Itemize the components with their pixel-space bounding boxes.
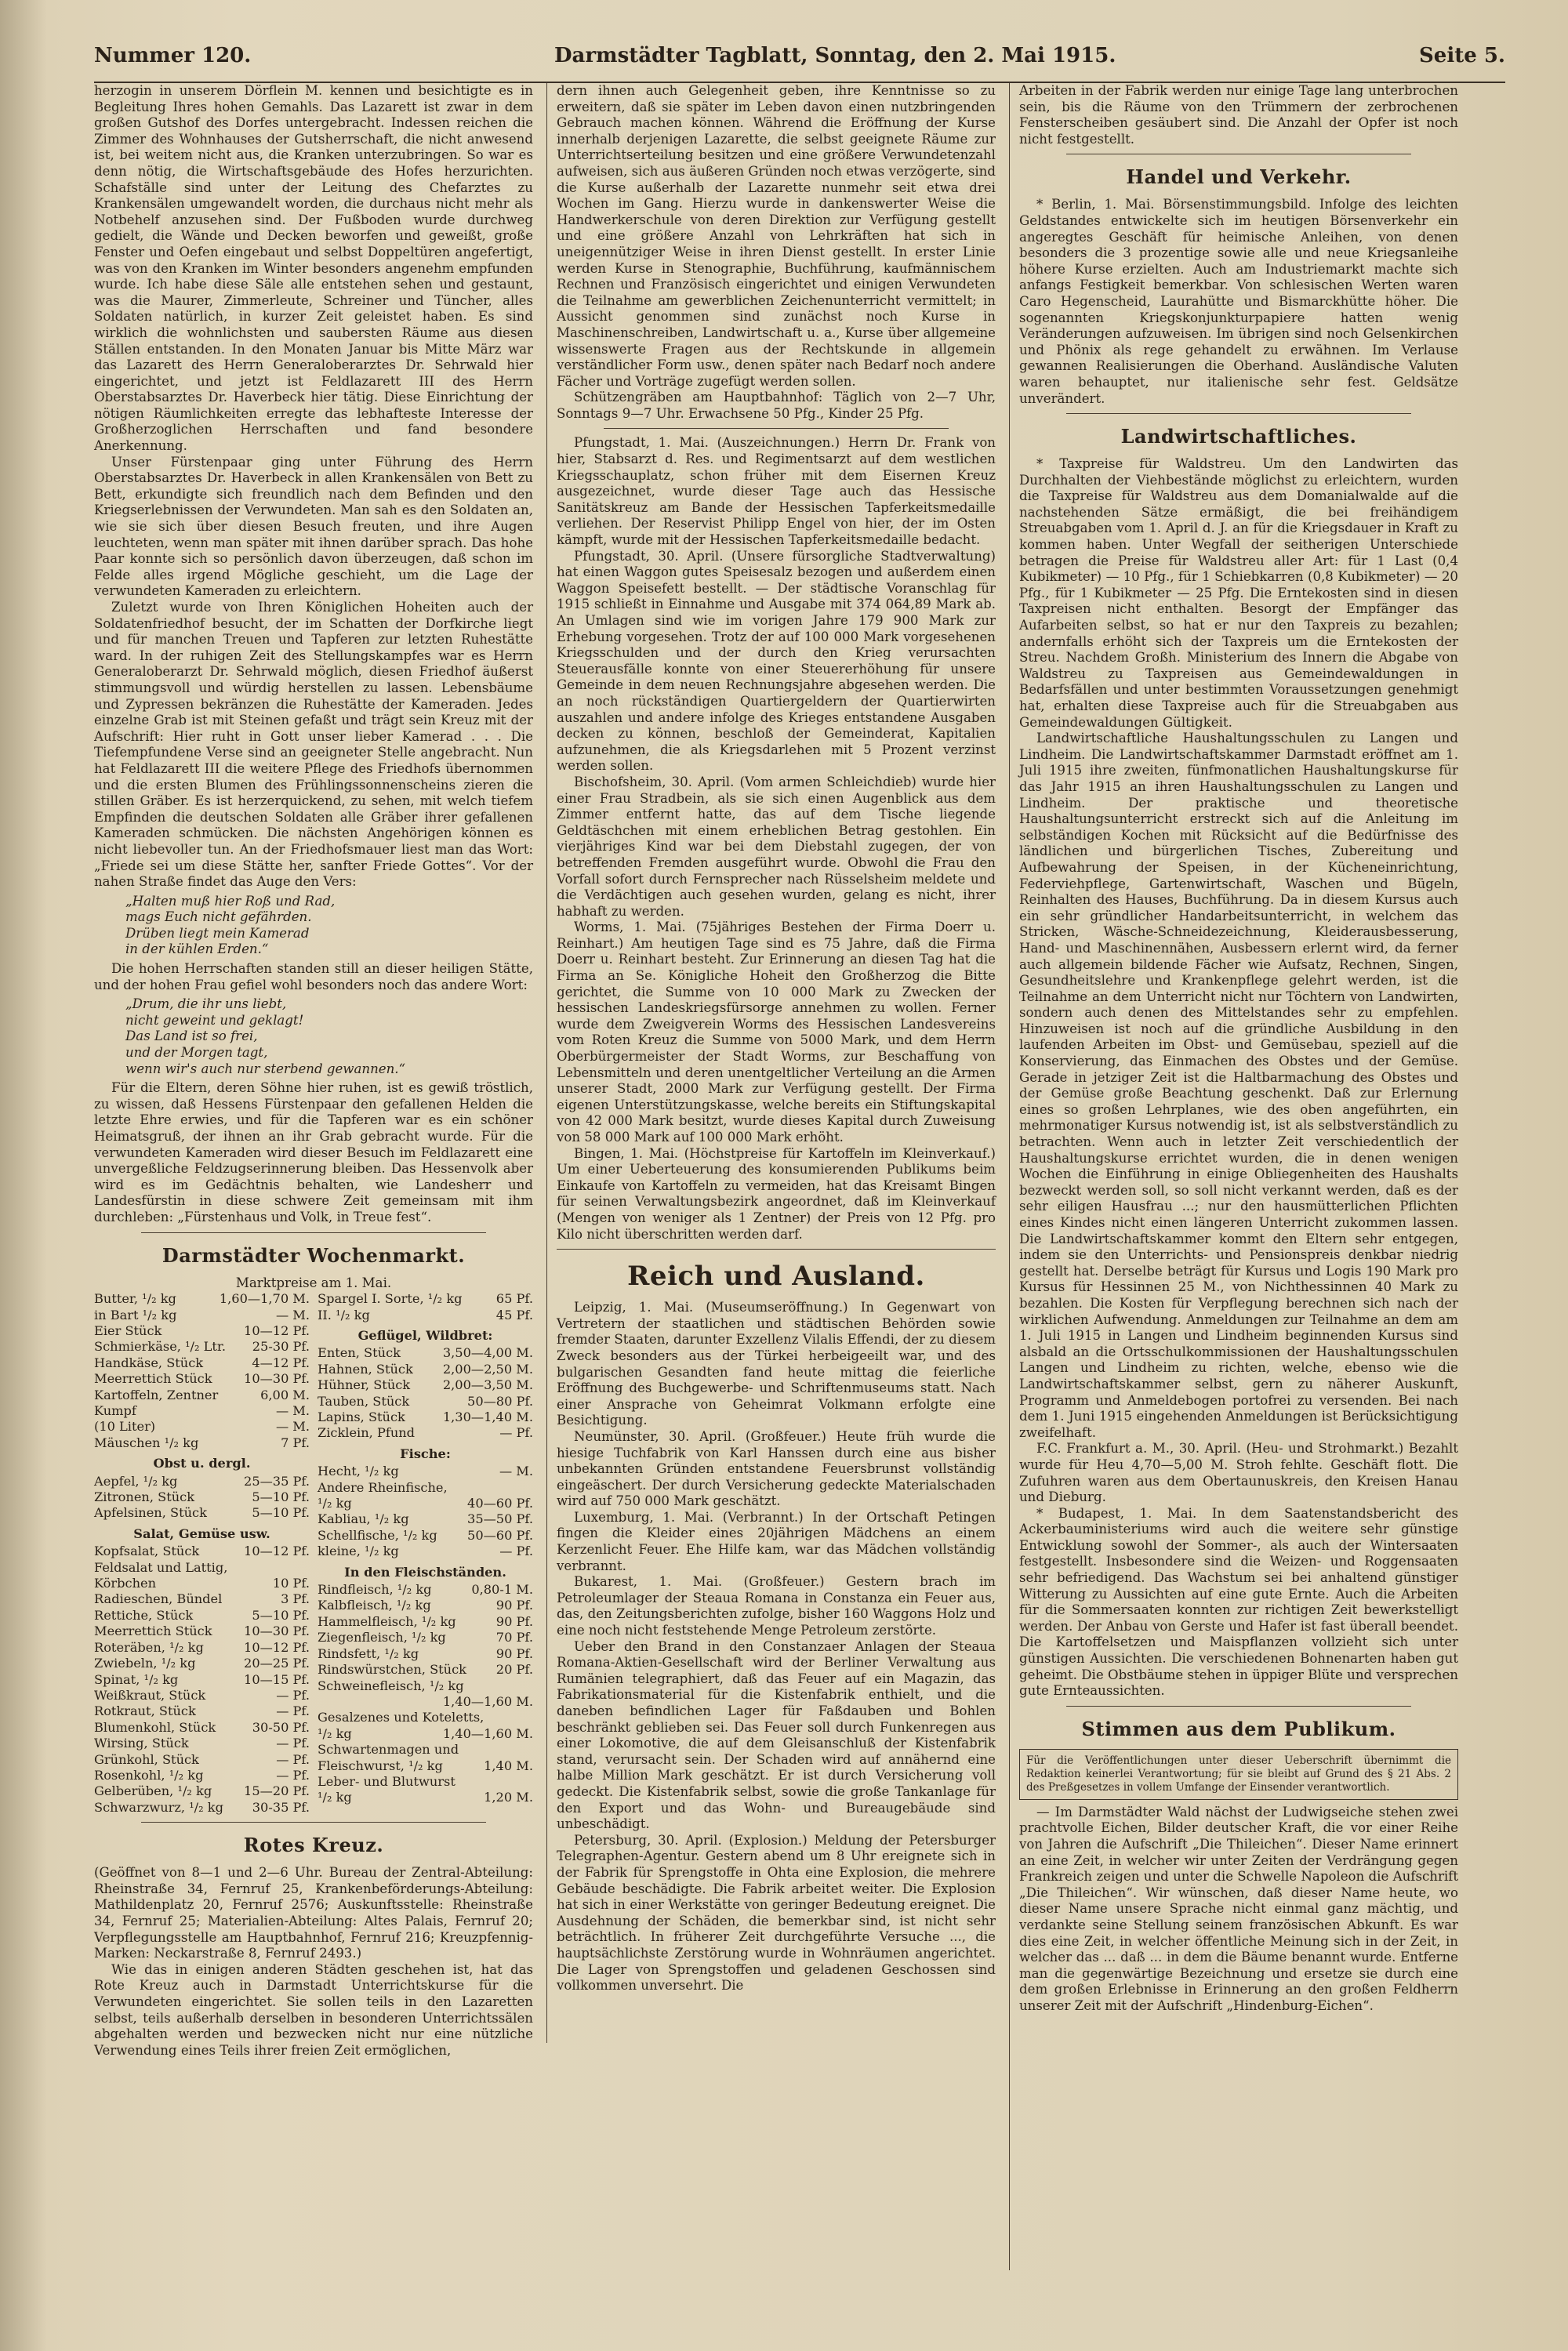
article-paragraph: Wie das in einigen anderen Städten geschehen ist, hat das Rote Kreuz auch in Darmstadt Unterrichtskurse für die Verwundeten eingerichtet. Sie sollen teils in den Lazaretten selbst, teils außerhalb derselben in besonderen Unterrichtssälen abgehalten werden und bezwecken nicht nur eine nützliche Verwendung eines Teils ihrer freien Zeit ermöglichen, — [94, 1961, 533, 2058]
market-item-price: 10—12 Pf. — [244, 1322, 310, 1338]
market-item-price: 1,20 M. — [484, 1790, 533, 1805]
market-item-name: in Bart ¹/₂ kg — [94, 1307, 177, 1322]
market-price-table — [94, 1291, 533, 1816]
poem-line: „Drum, die ihr uns liebt, — [125, 996, 287, 1012]
poem-line: und der Morgen tagt, — [125, 1045, 268, 1061]
market-item-name: kleine, ¹/₂ kg — [318, 1544, 399, 1559]
market-price-row — [94, 1608, 310, 1624]
market-price-row — [94, 1323, 310, 1339]
market-price-row — [94, 1419, 310, 1435]
market-item-name: Gesalzenes und Koteletts, — [318, 1710, 485, 1725]
article-paragraph: Luxemburg, 1. Mai. (Verbrannt.) In der Ortschaft Petingen fingen die Kleider eines 20jährigen Mädchens an einem Kerzenlicht Feuer. Ehe Hilfe kam, war das Mädchen vollständig verbrannt. — [557, 1509, 996, 1573]
market-price-row — [94, 1388, 310, 1403]
market-item-name: Aepfel, ¹/₂ kg — [94, 1473, 178, 1489]
market-item-price: 10—30 Pf. — [244, 1371, 310, 1387]
market-item-price: 20—25 Pf. — [244, 1656, 310, 1671]
market-price-row — [318, 1291, 533, 1307]
market-price-row — [94, 1656, 310, 1671]
landwirtschaft-title: Landwirtschaftliches. — [1120, 425, 1357, 448]
section-divider — [557, 1249, 996, 1250]
market-item-name: Schwartenmagen und — [318, 1742, 459, 1758]
market-price-row — [318, 1464, 533, 1479]
market-price-row — [94, 1752, 310, 1768]
article-paragraph: Für die Eltern, deren Söhne hier ruhen, ist es gewiß tröstlich, zu wissen, daß Hessens Fürstenpaar den gefallenen Helden die letzte Ehre erwies, und für die Tapferen war es ein schöner Heimatsgruß, der ihnen an ihr Grab gebracht wurde. Für die verwundeten Kameraden wird dieser Besuch im Feldlazarett eine unvergeßliche Feldzugserinnerung bleiben. Das Hessenvolk aber wird es im Gedächtnis behalten, wie Landesherr und Landesfürstin in diese schwere Zeit gemeinsam mit ihm durchleben: „Fürstenhaus und Volk, in Treue fest“. — [94, 1080, 533, 1224]
market-item-price: 70 Pf. — [495, 1630, 533, 1645]
market-item-price: 30-50 Pf. — [252, 1719, 310, 1735]
market-price-row — [318, 1726, 533, 1742]
market-item-name: Handkäse, Stück — [94, 1355, 204, 1370]
market-item-name: Hammelfleisch, ¹/₂ kg — [318, 1613, 456, 1629]
poem-verse-2 — [125, 996, 533, 1077]
market-price-row — [318, 1511, 533, 1527]
market-item-price: 10—30 Pf. — [244, 1624, 310, 1639]
market-item-price: 50—60 Pf. — [467, 1527, 533, 1543]
market-item-price: — M. — [499, 1464, 533, 1479]
article-paragraph: dern ihnen auch Gelegenheit geben, ihre Kenntnisse so zu erweitern, daß sie später im Leben davon einen nutzbringenden Gebrauch machen können. Während die Eröffnung der Kurse innerhalb derjenigen Lazarette, die selbst geeignete Räume zur Unterrichtserteilung besitzen und eine größere Verwundetenzahl aufweisen, sich aus äußeren Gründen noch etwas verzögerte, sind die Kurse außerhalb der Lazarette nunmehr seit etwa drei Wochen im Gang. Hierzu wurde in dankenswerter Weise die Handwerkerschule von deren Direktion zur Verfügung gestellt und eine größere Anzahl von Lehrkräften hat sich in uneigennütziger Weise in ihren Dienst gestellt. In erster Linie werden Kurse in Stenographie, Buchführung, kaufmännischem Rechnen und Französisch eingerichtet und einigen Verwundeten die Teilnahme am gewerblichen Zeichenunterricht vermittelt; in Aussicht genommen sind zunächst noch Kurse in Maschinenschreiben, Landwirtschaft u. a., Kurse über allgemeine wissenswerte Fragen aus der Rechtskunde in allgemein verständlicher Form usw., denen später nach Bedarf noch andere Fächer und Vorträge zugefügt werden sollen. — [557, 83, 996, 389]
market-price-row — [318, 1496, 533, 1511]
issue-number: Nummer 120. — [94, 44, 252, 67]
market-item-price: — Pf. — [499, 1544, 533, 1559]
market-price-row — [94, 1308, 310, 1323]
market-price-row — [318, 1410, 533, 1425]
market-item-name: Eier Stück — [94, 1322, 162, 1338]
market-price-row — [94, 1291, 310, 1307]
market-item-name: Apfelsinen, Stück — [94, 1505, 207, 1521]
market-subtitle: Marktpreise am 1. Mai. — [235, 1275, 392, 1290]
market-price-row — [94, 1544, 310, 1559]
market-item-name: Zwiebeln, ¹/₂ kg — [94, 1656, 196, 1671]
market-price-row — [94, 1435, 310, 1451]
market-price-row — [318, 1377, 533, 1393]
market-item-price: 15—20 Pf. — [244, 1783, 310, 1799]
market-item-name: (10 Liter) — [94, 1419, 156, 1435]
market-item-price: 90 Pf. — [495, 1598, 533, 1613]
market-item-price: 6,00 M. — [260, 1387, 310, 1402]
market-price-row — [94, 1768, 310, 1783]
market-item-price: — M. — [275, 1307, 310, 1322]
poem-verse-1 — [125, 894, 533, 958]
market-item-price: 4—12 Pf. — [252, 1355, 310, 1370]
market-item-price: 10 Pf. — [272, 1576, 310, 1591]
market-item-name: Spinat, ¹/₂ kg — [94, 1671, 179, 1687]
market-price-row — [94, 1703, 310, 1719]
stimmen-title: Stimmen aus dem Publikum. — [1081, 1717, 1396, 1740]
page-header — [94, 44, 1505, 83]
market-item-name: Kartoffeln, Zentner — [94, 1387, 219, 1402]
market-price-row — [318, 1662, 533, 1678]
article-paragraph: Bingen, 1. Mai. (Höchstpreise für Kartoffeln im Kleinverkauf.) Um einer Ueberteuerung des konsumierenden Publikums beim Einkaufe von Kartoffeln zu vermeiden, hat das Kreisamt Bingen für seinen Verwaltungsbezirk angeordnet, daß im Kleinverkauf (Mengen von weniger als 1 Zentner) der Preis von 12 Pfg. pro Kilo nicht überschritten werden darf. — [557, 1145, 996, 1242]
market-item-name: Rindsfett, ¹/₂ kg — [318, 1645, 419, 1661]
market-item-price: 10—12 Pf. — [244, 1544, 310, 1559]
market-price-row — [94, 1736, 310, 1751]
market-item-name: Rettiche, Stück — [94, 1607, 194, 1623]
market-item-price: 40—60 Pf. — [467, 1496, 533, 1511]
section-divider — [1066, 413, 1411, 414]
market-item-name: Kabliau, ¹/₂ kg — [318, 1511, 409, 1527]
poem-line: Das Land ist so frei, — [125, 1029, 258, 1044]
section-divider — [604, 428, 949, 429]
article-paragraph: Ueber den Brand in den Constanzaer Anlagen der Steaua Romana-Aktien-Gesellschaft wird der Berliner Verwaltung aus Rumänien telegraphiert, daß das Feuer auf ein Magazin, das Fabrikationsmaterial für die Kistenfabrik enthielt, und die daneben befindlichen Lager für Faßdauben und Bohlen beschränkt geblieben sei. Das Feuer soll durch Funkenregen aus einer Lokomotive, die auf dem Gleisanschluß der Kistenfabrik stand, verursacht sein. Der Schaden wird auf annähernd eine halbe Million Mark geschätzt. Er ist durch Versicherung voll gedeckt. Die Kistenfabrik selbst, sowie die große Tankanlage für den Export und das Wohn- und Bureaugebäude sind unbeschädigt. — [557, 1638, 996, 1832]
poem-line: wenn wir's auch nur sterbend gewannen.“ — [125, 1061, 406, 1076]
market-price-row — [94, 1474, 310, 1489]
market-item-name: Ziegenfleisch, ¹/₂ kg — [318, 1630, 446, 1645]
market-price-row — [94, 1688, 310, 1703]
market-item-name: Zicklein, Pfund — [318, 1425, 416, 1441]
market-item-price: 0,80-1 M. — [471, 1582, 533, 1598]
market-item-name: Fleischwurst, ¹/₂ kg — [318, 1758, 443, 1773]
market-item-name: Andere Rheinfische, — [318, 1479, 448, 1495]
market-price-row — [318, 1790, 533, 1805]
market-item-price: 3,50—4,00 M. — [442, 1345, 533, 1361]
market-item-name: Schellfische, ¹/₂ kg — [318, 1527, 437, 1543]
market-price-row — [94, 1489, 310, 1505]
article-paragraph: Schützengräben am Hauptbahnhof: Täglich von 2—7 Uhr, Sonntags 9—7 Uhr. Erwachsene 50 Pfg., Kinder 25 Pfg. — [557, 390, 996, 421]
poem-line: nicht geweint und geklagt! — [125, 1012, 304, 1028]
market-item-name: Blumenkohl, Stück — [94, 1719, 216, 1735]
market-category-heading: In den Fleischständen. — [344, 1564, 506, 1580]
market-item-name: II. ¹/₂ kg — [318, 1307, 370, 1322]
page-number: Seite 5. — [1419, 44, 1505, 67]
market-price-row — [318, 1598, 533, 1613]
article-paragraph: Leipzig, 1. Mai. (Museumseröffnung.) In Gegenwart von Vertretern der staatlichen und städtischen Behörden sowie fremder Staaten, darunter Exzellenz Vilalis Effendi, der zu diesem Zweck besonders aus der Türkei herbeigeeilt war, und des bulgarischen Gesandten fand heute mittag die feierliche Eröffnung des Buchgewerbe- und Schriftenmuseums statt. Nach einer Ansprache von Geheimrat Volkmann erfolgte eine Besichtigung. — [557, 1300, 996, 1428]
article-paragraph: Bukarest, 1. Mai. (Großfeuer.) Gestern brach im Petroleumlager der Steaua Romana in Constanza ein Feuer aus, das, den Zeitungsberichten zufolge, bisher 160 Waggons Holz und eine noch nicht feststehende Menge Petroleum zerstörte. — [557, 1574, 996, 1638]
market-item-price: 90 Pf. — [495, 1613, 533, 1629]
column-rule-1 — [546, 83, 547, 2043]
market-item-price: 1,40—1,60 M. — [442, 1725, 533, 1741]
market-price-row — [318, 1394, 533, 1410]
market-item-name: Kalbfleisch, ¹/₂ kg — [318, 1598, 431, 1613]
market-item-price: — Pf. — [499, 1425, 533, 1441]
market-column-left — [94, 1291, 310, 1816]
column-1 — [94, 83, 533, 2058]
market-price-row — [94, 1624, 310, 1639]
market-item-name: Körbchen — [94, 1576, 157, 1591]
market-price-row — [318, 1614, 533, 1630]
market-item-price: — Pf. — [276, 1687, 310, 1703]
article-paragraph: Unser Fürstenpaar ging unter Führung des Herrn Oberstabsarztes Dr. Haverbeck in allen Krankensälen von Bett zu Bett, erkundigte sich freundlich nach dem Befinden und den Kriegserlebnissen der Verwundeten. Man sah es den Soldaten an, wie sie sich über diesen Besuch freuten, und ihre Augen leuchteten, wenn man später mit ihnen darüber sprach. Das hohe Paar konnte sich so persönlich davon überzeugen, daß schon im Felde alles irgend Mögliche geschieht, um die Lage der verwundeten Kameraden zu erleichtern. — [94, 454, 533, 599]
market-price-row — [318, 1345, 533, 1361]
article-paragraph: Pfungstadt, 30. April. (Unsere fürsorgliche Stadtverwaltung) hat einen Waggon gutes Speisesalz bezogen und außerdem einen Waggon Speisefett bestellt. — Der städtische Voranschlag für 1915 schließt in Einnahme und Ausgabe mit 374 064,89 Mark ab. An Umlagen sind wie im vorigen Jahre 179 900 Mark zur Erhebung vorgesehen. Trotz der auf 100 000 Mark vorgesehenen Kriegsschulden und der durch den Krieg verursachten Steuerausfälle konnte von einer Steuererhöhung für unsere Gemeinde in dem neuen Rechnungsjahre abgesehen werden. Die an noch rückständigen Quartiergeldern der Quartierwirten auszahlen und andere infolge des Krieges entstandene Ausgaben decken zu können, beschloß der Gemeinderat, Kapitalien aufzunehmen, die als Kriegsdarlehen mit 5 Prozent verzinst werden sollen. — [557, 548, 996, 774]
market-item-price: — Pf. — [276, 1703, 310, 1719]
market-item-name: ¹/₂ kg — [318, 1725, 352, 1741]
market-item-name: Wirsing, Stück — [94, 1736, 189, 1751]
poem-line: in der kühlen Erden.“ — [125, 941, 269, 957]
market-price-row — [318, 1480, 533, 1496]
market-item-name: Gelberüben, ¹/₂ kg — [94, 1783, 212, 1799]
market-price-row — [318, 1758, 533, 1774]
market-item-price: 10—12 Pf. — [244, 1639, 310, 1655]
market-item-price: — Pf. — [276, 1736, 310, 1751]
market-item-name: Tauben, Stück — [318, 1393, 410, 1409]
market-item-name: Lapins, Stück — [318, 1410, 405, 1424]
market-item-price: — M. — [275, 1403, 310, 1418]
market-item-name: Rotkraut, Stück — [94, 1703, 196, 1719]
market-item-price: 25—35 Pf. — [244, 1473, 310, 1489]
market-item-price: 2,00—3,50 M. — [442, 1377, 533, 1393]
disclaimer-box: Für die Veröffentlichungen unter dieser Ueberschrift übernimmt die Redaktion keinerlei Verantwortung; für sie bleibt auf Grund des § 21 Abs. 2 des Preßgesetzes in vollem Umfange der Einsender verantwortlich. — [1019, 1749, 1458, 1800]
reich-ausland-title: Reich und Ausland. — [627, 1261, 925, 1293]
section-divider — [1066, 1706, 1411, 1707]
market-price-row — [318, 1425, 533, 1441]
market-price-row — [318, 1694, 533, 1710]
article-paragraph: Landwirtschaftliche Haushaltungsschulen zu Langen und Lindheim. Die Landwirtschaftskammer Darmstadt eröffnet am 1. Juli 1915 ihre zweiten, fünfmonatlichen Haushaltungskurse für das Jahr 1915 an ihren Haushaltungsschulen zu Langen und Lindheim. Der praktische und theoretische Haushaltungsunterricht erstreckt sich auf die Anleitung im selbständigen Kochen mit Rücksicht auf die Bedürfnisse des ländlichen und bürgerlichen Tisches, Zubereitung und Aufbewahrung der Speisen, in der Kücheneinrichtung, Federviehpflege, Gartenwirtschaft, Waschen und Bügeln, Reinhalten des Hauses, Buchführung. Da in diesem Kursus auch ein sehr gründlicher Handarbeitsunterricht, in welchem das Stricken, Wäsche-Schneidezeichnung, Kleiderausbesserung, Hand- und Maschinennähen, Ausbessern erlernt wird, da ferner auch allgemein bildende Fächer wie Aufsatz, Rechnen, Singen, Gesundheitslehre und Krankenpflege gelehrt werden, ist die Teilnahme an dem Unterricht nicht nur Töchtern von Landwirten, sondern auch denen des Mittelstandes sehr zu empfehlen. Hinzuweisen ist noch auf die gründliche Ausbildung in den laufenden Arbeiten im Obst- und Gemüsebau, speziell auf die Konservierung, das Einmachen des Obstes und der Gemüse. Gerade in jetziger Zeit ist die Haltbarmachung des Obstes und der Gemüse große Beachtung geschenkt. Daß zur Erlernung eines so großen Lehrplanes, wie des oben angeführten, ein mehrmonatiger Kursus notwendig ist, ist als selbstverständlich zu betrachten. Wenn auch in letzter Zeit verschiedentlich der Haushaltungskurse errichtet wurden, die in denen wenigen Wochen die Einführung in einige Obliegenheiten des Haushalts bezweckt werden soll, so soll nicht verkannt werden, daß es der sehr eiligen Hausfrau ...; nur den hausmütterlichen Pflichten eines Kindes nicht einen längeren Unterricht zukommen lassen. Die Landwirtschaftskammer kommt den Eltern sehr entgegen, indem sie den Unterrichts- und Pensionspreis denkbar niedrig gestellt hat. Derselbe beträgt für Kursus und Logis 190 Mark pro Kursus für Hessinnen 25 M., von Nichthessinnen 40 Mark zu bezahlen. Die Kosten für Verpflegung berechnen sich nach der wirklichen Aufwendung. Anmeldungen zur Teilnahme an dem am 1. Juli 1915 in Langen und Lindheim beginnenden Kursus sind alsbald an die Ortsschulkommissionen der Haushaltungsschulen Langen und Lindheim zu richten, welche, ebenso wie die Landwirtschaftskammer selbst, gern zu näherer Auskunft, Programm und Anmeldebogen portofrei zu versenden. Bei nach dem 1. Juni 1915 eingehenden Anmeldungen ist Berücksichtigung zweifelhaft. — [1019, 731, 1458, 1440]
market-item-name: Hecht, ¹/₂ kg — [318, 1464, 399, 1479]
market-item-price: 65 Pf. — [495, 1291, 533, 1307]
market-price-row — [318, 1308, 533, 1323]
handel-title: Handel und Verkehr. — [1126, 165, 1352, 189]
poem-line: „Halten muß hier Roß und Rad, — [125, 893, 336, 909]
market-price-row — [318, 1582, 533, 1598]
article-paragraph: * Taxpreise für Waldstreu. Um den Landwirten das Durchhalten der Viehbestände möglichst zu erleichtern, wurden die Taxpreise für Waldstreu aus dem Domanialwalde auf die nachstehenden Sätze ermäßigt, die bei freihändigem Streuabgaben vom 1. April d. J. an für die Kriegsdauer in Kraft zu kommen haben. Unter Wegfall der seitherigen Unterschiede betragen die Preise für Waldstreu aller Art: für 1 Last (0,4 Kubikmeter) — 10 Pfg., für 1 Schiebkarren (0,8 Kubikmeter) — 20 Pfg., für 1 Kubikmeter — 25 Pfg. Die Erntekosten sind in diesen Taxpreisen nicht enthalten. Besorgt der Empfänger das Aufarbeiten selbst, so hat er nur den Taxpreis zu bezahlen; andernfalls erhöht sich der Taxpreis um die Erntekosten der Streu. Nachdem Großh. Ministerium des Innern die Abgabe von Waldstreu zu Taxpreisen aus Gemeindewaldungen in Bedarfsfällen und unter bestimmten Voraussetzungen genehmigt hat, erhalten diese Taxpreise auch für die Streuabgaben aus Gemeindewaldungen Gültigkeit. — [1019, 456, 1458, 730]
market-item-name: Mäuschen ¹/₂ kg — [94, 1435, 199, 1450]
market-item-price: 50—80 Pf. — [467, 1393, 533, 1409]
market-item-price: 1,40 M. — [484, 1758, 533, 1773]
article-paragraph: Zuletzt wurde von Ihren Königlichen Hoheiten auch der Soldatenfriedhof besucht, der im Schatten der Dorfkirche liegt und für manchen Treuen und Tapferen zur letzten Ruhestätte ward. In der ruhigen Zeit des Stellungskampfes war es Herrn Generaloberarzt Dr. Sehrwald möglich, diesen Friedhof äußerst stimmungsvoll und würdig herstellen zu lassen. Lebensbäume und Zypressen bekränzen die Ruhestätte der Kameraden. Jedes einzelne Grab ist mit Steinen gefaßt und trägt sein Kreuz mit der Aufschrift: Hier ruht in Gott unser lieber Kamerad . . . Die Tiefempfundene Verse sind an geeigneter Stelle angebracht. Nun hat Feldlazarett III die weitere Pflege des Friedhofs übernommen und die ersten Blumen des Frühlingssonnenscheins zieren die stillen Gräber. Es ist herzerquickend, zu sehen, mit welch tiefem Empfinden die deutschen Soldaten alle Gräber ihrer gefallenen Kameraden schmücken. Die nächsten Angehörigen können es nicht liebevoller tun. An der Friedhofsmauer liest man das Wort: „Friede sei um diese Stätte her, sanfter Friede Gottes“. Vor der nahen Straße findet das Auge den Vers: — [94, 600, 533, 890]
market-item-name: Radieschen, Bündel — [94, 1591, 223, 1607]
market-item-name: Grünkohl, Stück — [94, 1751, 199, 1767]
market-item-name: Spargel I. Sorte, ¹/₂ kg — [318, 1291, 463, 1307]
market-price-row — [94, 1576, 310, 1591]
market-item-price: 20 Pf. — [495, 1662, 533, 1678]
market-item-name: Rindfleisch, ¹/₂ kg — [318, 1582, 432, 1598]
column-3 — [1019, 83, 1458, 2270]
section-divider — [141, 1822, 486, 1823]
market-item-name: Rindswürstchen, Stück — [318, 1662, 466, 1678]
article-paragraph: — Im Darmstädter Wald nächst der Ludwigseiche stehen zwei prachtvolle Eichen, Bilder deutscher Kraft, die vor einer Reihe von Jahren die Aufschrift „Die Thileichen“. Dieser Name erinnert an eine Zeit, in welcher wir unter Zeiten der Verdrängung gegen Frankreich zeigen und unter die Schwelle Napoleon die Aufschrift „Die Thileichen“. Wir wünschen, daß dieser Name heute, wo dieser Name unsere Sprache nicht einmal ganz mächtig, und verdankte seine Stellung seinem französischen Abkunft. Es war dies eine Zeit, in welcher öffentliche Meinung sich in der Zeit, in welcher das ... daß ... in dem die Bäume benannt wurde. Entferne man die gegenwärtige Bezeichnung und ersetze sie durch eine dem großen Erlebnisse in Erinnerung an den großen Feldherrn unserer Zeit mit der Aufschrift „Hindenburg-Eichen“. — [1019, 1804, 1458, 2013]
market-item-name: Kopfsalat, Stück — [94, 1544, 200, 1559]
market-item-name: Schwarzwurz, ¹/₂ kg — [94, 1799, 223, 1815]
market-item-name: ¹/₂ kg — [318, 1790, 352, 1805]
market-item-price: 5—10 Pf. — [252, 1489, 310, 1505]
article-paragraph: Bischofsheim, 30. April. (Vom armen Schleichdieb) wurde hier einer Frau Stradbein, als sie sich einen Augenblick aus dem Zimmer entfernt hatte, das auf dem Tische liegende Geldtäschchen mit einem erheblichen Betrag gestohlen. Ein vierjähriges Kind war bei dem Diebstahl zugegen, der von betreffenden Fremden ausgeführt wurde. Obwohl die Frau den Vorfall sofort durch Fernsprecher nach Rüsselsheim meldete und die Verdächtigen auch gesehen wurden, gelang es nicht, ihrer habhaft zu werden. — [557, 774, 996, 919]
market-item-name: Meerrettich Stück — [94, 1371, 212, 1387]
poem-line: Drüben liegt mein Kamerad — [125, 925, 310, 941]
market-item-price: 7 Pf. — [281, 1435, 310, 1450]
market-item-name: Hahnen, Stück — [318, 1361, 413, 1377]
market-item-name: Zitronen, Stück — [94, 1489, 195, 1505]
market-item-price: 1,60—1,70 M. — [219, 1291, 310, 1307]
market-price-row — [318, 1710, 533, 1725]
market-price-row — [94, 1800, 310, 1816]
poem-line: mags Euch nicht gefährden. — [125, 909, 312, 925]
market-price-row — [94, 1339, 310, 1355]
market-item-price: 2,00—2,50 M. — [442, 1361, 533, 1377]
section-divider — [141, 1232, 486, 1233]
market-price-row — [94, 1591, 310, 1607]
market-item-price: 35—50 Pf. — [467, 1511, 533, 1527]
column-2 — [557, 83, 996, 2043]
market-price-row — [94, 1505, 310, 1521]
article-paragraph: herzogin in unserem Dörflein M. kennen und besichtigte es in Begleitung Ihres hohen Gemahls. Das Lazarett ist zwar in dem großen Gutshof des Dorfes untergebracht. Indessen reichen die Zimmer des Wohnhauses der Gutsherrschaft, die nicht anwesend ist, bei weitem nicht aus, die Kranken unterzubringen. So war es denn nötig, die Wirtschaftsgebäude des Hofes herzurichten. Schafställe sind unter der Leitung des Chefarztes zu Krankensälen umgewandelt worden, die durchaus nicht mehr als Notbehelf anzusehen sind. Der Fußboden wurde durchweg gedielt, die Wände und Decken beworfen und geweißt, große Fenster und Oefen eingebaut und selbst Doppeltüren angefertigt, was von den Kranken im Winter besonders angenehm empfunden wurde. Ich habe diese Säle alle entstehen sehen und gestaunt, was die Maurer, Zimmerleute, Schreiner und Tüncher, alles Soldaten natürlich, in kurzer Zeit geleistet haben. Es sind wirklich die wohnlichsten und saubersten Räume aus diesen Ställen entstanden. In den Monaten Januar bis Mitte März war das Lazarett des Herrn Generaloberarztes Dr. Sehrwald hier eingerichtet, und jetzt ist Feldlazarett III des Herrn Oberstabsarztes Dr. Haverbeck hier tätig. Diese Einrichtung der nötigen Räumlichkeiten erregte das lebhafteste Interesse der Großherzoglichen Herrschaften und fand besondere Anerkennung. — [94, 83, 533, 454]
market-item-name: Enten, Stück — [318, 1345, 401, 1361]
market-category-heading: Fische: — [400, 1446, 451, 1461]
market-item-price: 10—15 Pf. — [244, 1671, 310, 1687]
market-price-row — [318, 1774, 533, 1790]
market-price-row — [94, 1672, 310, 1688]
market-item-name: Roteräben, ¹/₂ kg — [94, 1639, 204, 1655]
market-price-row — [94, 1560, 310, 1576]
market-item-name: Hühner, Stück — [318, 1377, 411, 1393]
article-paragraph: Arbeiten in der Fabrik werden nur einige Tage lang unterbrochen sein, bis die Räume von den Trümmern der zerbrochenen Fensterscheiben gesäubert sind. Die Anzahl der Opfer ist noch nicht festgestellt. — [1019, 83, 1458, 147]
market-item-name: Rosenkohl, ¹/₂ kg — [94, 1767, 204, 1783]
market-column-right — [318, 1291, 533, 1816]
article-paragraph: Die hohen Herrschaften standen still an dieser heiligen Stätte, und der hohen Frau gefiel wohl besonders noch das andere Wort: — [94, 961, 533, 992]
page-fold-shadow — [0, 0, 47, 2351]
market-item-name: Kumpf — [94, 1403, 136, 1418]
market-item-price: 1,40—1,60 M. — [442, 1693, 533, 1709]
market-item-price: — Pf. — [276, 1767, 310, 1783]
market-item-price: 30-35 Pf. — [252, 1799, 310, 1815]
red-cross-title: Rotes Kreuz. — [243, 1834, 384, 1857]
market-price-row — [94, 1720, 310, 1736]
article-paragraph: Petersburg, 30. April. (Explosion.) Meldung der Petersburger Telegraphen-Agentur. Gestern abend um 8 Uhr ereignete sich in der Fabrik für Sprengstoffe in Ohta eine Explosion, die mehrere Gebäude beschädigte. Die Fabrik arbeitet weiter. Die Explosion hat sich in einer Werkstätte von geringer Bedeutung ereignet. Die Ausdehnung der Schäden, die bemerkbar sind, ist nicht sehr beträchtlich. In früherer Zeit durchgeführte Versuche ..., die hauptsächlichste Zerstörung wurde in Wohnräumen angerichtet. Die Lager von Sprengstoffen und geladenen Geschossen sind vollkommen unversehrt. Die — [557, 1832, 996, 1994]
market-item-name: Schmierkäse, ¹/₂ Ltr. — [94, 1339, 226, 1355]
article-paragraph: F.C. Frankfurt a. M., 30. April. (Heu- und Strohmarkt.) Bezahlt wurde für Heu 4,70—5,00 M. Stroh fehlte. Geschäft flott. Die Zufuhren waren aus dem Obertaunuskreis, den Kreisen Hanau und Dieburg. — [1019, 1441, 1458, 1505]
article-paragraph: Worms, 1. Mai. (75jähriges Bestehen der Firma Doerr u. Reinhart.) Am heutigen Tage sind es 75 Jahre, daß die Firma Doerr u. Reinhart besteht. Zur Erinnerung an diesen Tag hat die Firma an Se. Königliche Hoheit den Großherzog die Bitte gerichtet, die Summe von 10 000 Mark zu Zwecken der hessischen Landeskriegsfürsorge annehmen zu wollen. Ferner wurde dem Zweigverein Worms des Hessischen Landesvereins vom Roten Kreuz die Summe von 5000 Mark, und dem Herrn Oberbürgermeister der Stadt Worms, zur Beschaffung von Lebensmitteln und deren unentgeltlicher Verteilung an die Armen unserer Stadt, 2000 Mark zur Verfügung gestellt. Der Firma eigenen Unterstützungskasse, welche bereits ein Stiftungskapital von 42 000 Mark besitzt, wurde dieses Kapital durch Zuweisung von 58 000 Mark auf 100 000 Mark erhöht. — [557, 920, 996, 1145]
column-rule-2 — [1009, 83, 1010, 2270]
market-price-row — [94, 1371, 310, 1387]
market-item-name: Feldsalat und Lattig, — [94, 1559, 228, 1575]
market-item-name: Weißkraut, Stück — [94, 1687, 206, 1703]
article-paragraph: (Geöffnet von 8—1 und 2—6 Uhr. Bureau der Zentral-Abteilung: Rheinstraße 34, Fernruf 25, Krankenbeförderungs-Abteilung: Mathildenplatz 20, Fernruf 2576; Auskunftsstelle: Rheinstraße 34, Fernruf 25; Materialien-Abteilung: Altes Palais, Fernruf 20; Verpflegungsstelle am Hauptbahnhof, Fernruf 216; Kreuzpfennig-Marken: Neckarstraße 8, Fernruf 2493.) — [94, 1865, 533, 1961]
market-item-price: 1,30—1,40 M. — [442, 1410, 533, 1424]
article-paragraph: Pfungstadt, 1. Mai. (Auszeichnungen.) Herrn Dr. Frank von hier, Stabsarzt d. Res. und Regimentsarzt auf dem westlichen Kriegsschauplatz, schon früher mit dem Eisernen Kreuz ausgezeichnet, wurde dieser Tage auch das Hessische Sanitätskreuz am Bande der Hessischen Tapferkeitsmedaille verliehen. Der Reservist Philipp Engel von hier, der im Osten kämpft, wurde mit der Hessischen Tapferkeitsmedaille bedacht. — [557, 435, 996, 548]
market-item-price: 25-30 Pf. — [252, 1339, 310, 1355]
market-category-heading: Obst u. dergl. — [153, 1456, 251, 1471]
market-price-row — [94, 1355, 310, 1371]
masthead-title: Darmstädter Tagblatt, Sonntag, den 2. Mai 1915. — [554, 44, 1116, 67]
market-item-price: — Pf. — [276, 1751, 310, 1767]
market-price-row — [94, 1783, 310, 1799]
market-item-price: 90 Pf. — [495, 1645, 533, 1661]
market-item-name: Schweinefleisch, ¹/₂ kg — [318, 1678, 464, 1693]
market-item-price: 5—10 Pf. — [252, 1505, 310, 1521]
market-price-row — [318, 1544, 533, 1559]
market-price-row — [318, 1630, 533, 1645]
market-item-name: Leber- und Blutwurst — [318, 1773, 456, 1789]
market-item-name: Butter, ¹/₂ kg — [94, 1291, 176, 1307]
market-title: Darmstädter Wochenmarkt. — [162, 1243, 466, 1267]
market-item-name: Meerrettich Stück — [94, 1624, 212, 1639]
market-item-price: 3 Pf. — [281, 1591, 310, 1607]
market-item-name: ¹/₂ kg — [318, 1496, 352, 1511]
market-category-heading: Salat, Gemüse usw. — [133, 1526, 270, 1541]
market-item-price: 45 Pf. — [495, 1307, 533, 1322]
article-paragraph: Neumünster, 30. April. (Großfeuer.) Heute früh wurde die hiesige Tuchfabrik von Karl Hanssen durch eine aus bisher unbekannten Gründen entstandene Feuersbrunst vollständig eingeäschert. Der durch Versicherung gedeckte Materialschaden wird auf 750 000 Mark geschätzt. — [557, 1428, 996, 1509]
market-item-price: 5—10 Pf. — [252, 1607, 310, 1623]
market-category-heading: Geflügel, Wildbret: — [358, 1327, 493, 1343]
market-price-row — [318, 1742, 533, 1758]
market-price-row — [94, 1403, 310, 1419]
market-price-row — [318, 1678, 533, 1694]
article-paragraph: * Budapest, 1. Mai. In dem Saatenstandsbericht des Ackerbauministeriums wird auch die weitere sehr günstige Entwicklung sowohl der Sommer-, als auch der Wintersaaten festgestellt. Insbesondere sind die Weizen- und Roggensaaten sehr befriedigend. Das Wachstum sei bei anhaltend günstiger Witterung zu Aussichten auf eine gute Ernte. Auch die Arbeiten für die Sommersaaten konnten zur richtigen Zeit bewerkstelligt werden. Der Anbau von Gerste und Hafer ist fast überall beendet. Die Kartoffelsetzen und Maispflanzen vollzieht sich unter günstigen Aussichten. Die verschiedenen Bohnenarten haben gut geheimt. Die Obstbäume stehen in üppiger Blüte und versprechen gute Ernteaussichten. — [1019, 1505, 1458, 1699]
market-price-row — [94, 1640, 310, 1656]
article-paragraph: * Berlin, 1. Mai. Börsenstimmungsbild. Infolge des leichten Geldstandes entwickelte sich im heutigen Börsenverkehr ein angeregtes Geschäft für heimische Anleihen, von denen besonders die 3 prozentige sowie alle und neue Kriegsanleihe höhere Kurse erzielten. Auch am Industriemarkt machte sich anfangs Festigkeit bemerkbar. Von schlesischen Werten waren Caro Hegenscheid, Laurahütte und Bismarckhütte höher. Die sogenannten Kriegskonjunkturpapiere hatten wenig Veränderungen aufzuweisen. Im übrigen sind noch Gelsenkirchen und Phönix als rege gehandelt zu erwähnen. Im Verlause gewannen Realisierungen die Oberhand. Ausländische Valuten waren behauptet, nur italienische sehr fest. Geldsätze unverändert. — [1019, 197, 1458, 406]
market-price-row — [318, 1646, 533, 1662]
market-price-row — [318, 1528, 533, 1544]
market-price-row — [318, 1362, 533, 1377]
market-item-price: — M. — [275, 1419, 310, 1435]
